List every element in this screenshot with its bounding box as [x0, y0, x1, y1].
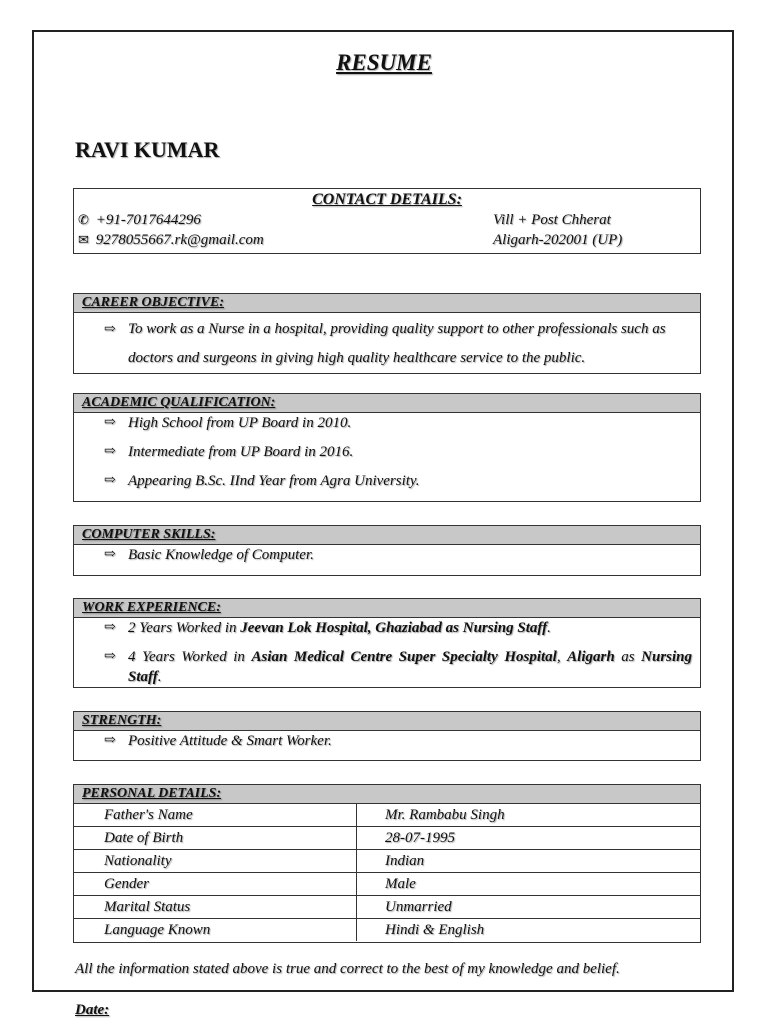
personal-details-table [74, 803, 700, 941]
strength-section [73, 711, 701, 761]
address-line-1: Vill + Post Chherat [493, 212, 611, 228]
phone-icon: ✆ [78, 212, 89, 227]
arrow-right-icon: ⇨ [104, 733, 116, 748]
computer-skills-heading: COMPUTER SKILLS: [74, 526, 700, 545]
contact-details-box [73, 188, 701, 254]
list-item: ⇨ Intermediate from UP Board in 2016. [104, 444, 354, 460]
page-title: RESUME [336, 50, 432, 75]
list-item: ⇨ To work as a Nurse in a hospital, providing quality support to other professionals such as doctors and surgeons in giving high quality healthcare service to the public. [74, 315, 700, 373]
date-label: Date: [75, 1002, 110, 1018]
personal-details-section [73, 784, 701, 943]
table-row: Language Known Hindi & English [74, 919, 700, 942]
email-address: 9278055667.rk@gmail.com [95, 232, 264, 248]
phone-number: +91-7017644296 [95, 212, 201, 228]
list-item: ⇨ High School from UP Board in 2010. [104, 415, 352, 431]
personal-details-heading: PERSONAL DETAILS: [74, 785, 700, 803]
academic-qualification-section [73, 393, 701, 502]
declaration-text: All the information stated above is true and correct to the best of my knowledge and belief. [75, 961, 620, 977]
candidate-name: RAVI KUMAR [75, 137, 220, 162]
arrow-right-icon: ⇨ [104, 444, 116, 459]
strength-heading: STRENGTH: [74, 712, 700, 731]
list-item: ⇨ Appearing B.Sc. IInd Year from Agra University. [104, 473, 420, 489]
work-experience-heading: WORK EXPERIENCE: [74, 599, 700, 618]
table-row: Nationality Indian [74, 850, 700, 873]
academic-heading: ACADEMIC QUALIFICATION: [74, 394, 700, 413]
career-objective-heading: CAREER OBJECTIVE: [74, 294, 700, 313]
table-row: Date of Birth 28-07-1995 [74, 827, 700, 850]
table-row: Marital Status Unmarried [74, 896, 700, 919]
list-item: ⇨ 4 Years Worked in Asian Medical Centre Super Specialty Hospital, Aligarh as Nursing Staff. [104, 649, 692, 685]
arrow-right-icon: ⇨ [104, 473, 116, 488]
list-item: ⇨ 2 Years Worked in Jeevan Lok Hospital, Ghaziabad as Nursing Staff. [104, 620, 551, 636]
arrow-right-icon: ⇨ [104, 415, 116, 430]
arrow-right-icon: ⇨ [104, 649, 116, 664]
contact-heading: CONTACT DETAILS: [312, 191, 462, 208]
envelope-icon: ✉ [78, 232, 89, 247]
arrow-right-icon: ⇨ [104, 322, 116, 337]
arrow-right-icon: ⇨ [104, 620, 116, 635]
work-experience-section [73, 598, 701, 688]
table-row: Father's Name Mr. Rambabu Singh [74, 804, 700, 827]
email-row [78, 232, 264, 249]
list-item: ⇨ Basic Knowledge of Computer. [104, 547, 314, 563]
address-line-2: Aligarh-202001 (UP) [493, 232, 623, 248]
table-row: Gender Male [74, 873, 700, 896]
phone-row [78, 212, 201, 229]
arrow-right-icon: ⇨ [104, 547, 116, 562]
list-item: ⇨ Positive Attitude & Smart Worker. [104, 733, 332, 749]
career-objective-section [73, 293, 701, 374]
computer-skills-section [73, 525, 701, 576]
